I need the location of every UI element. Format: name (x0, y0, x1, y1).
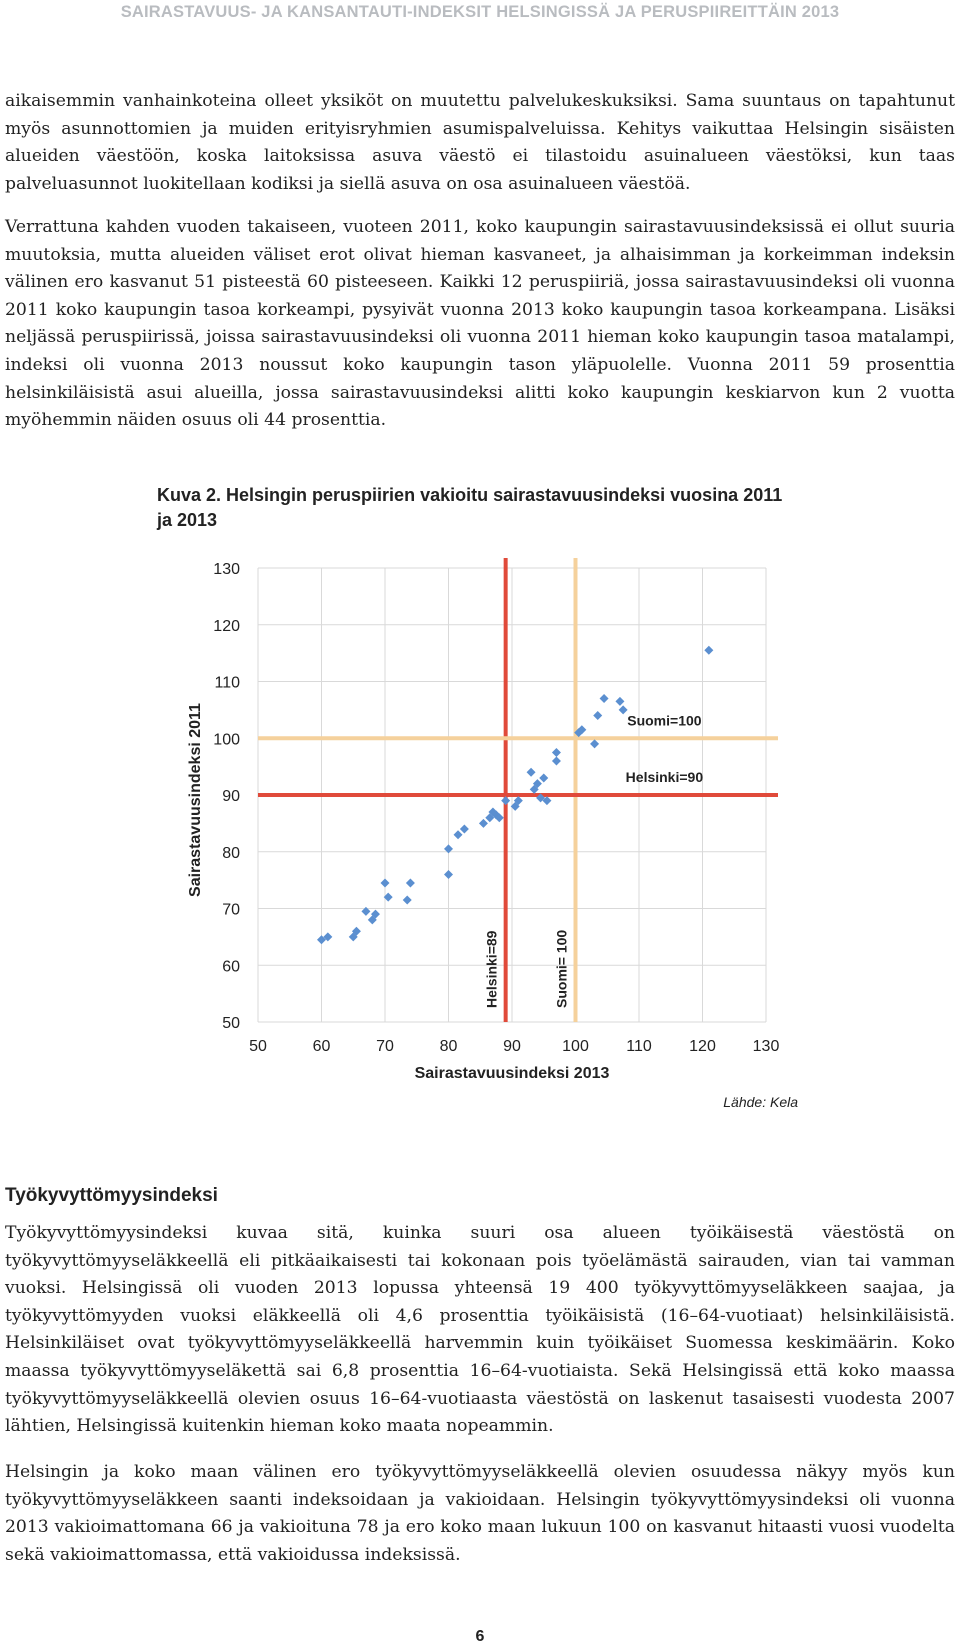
paragraph-1: aikaisemmin vanhainkoteina olleet yksiköt on muutettu palvelukeskuksiksi. Sama suuntaus on tapahtunut myös asunnottomien ja muiden erityisryhmien asumispalveluissa. Kehitys vaikuttaa Helsingin sisäisten alueiden väestöön, koska laitoksissa asuva väestö ei tilastoidu asuinalueen väestöksi, kun taas palveluasunnot luokitellaan kodiksi ja siellä asuva on osa asuinalueen väestöä. (5, 91, 955, 194)
paragraph-2: Verrattuna kahden vuoden takaiseen, vuoteen 2011, koko kaupungin sairastavuusindeksissä ei ollut suuria muutoksia, mutta alueiden väliset erot olivat hieman kasvaneet, ja alhaisimman ja korkeimman indeksin välinen ero kasvanut 51 pisteestä 60 pisteeseen. Kaikki 12 peruspiiriä, jossa sairastavuusindeksi oli vuonna 2011 koko kaupungin tasoa korkeampi, pysyivät vuonna 2013 koko kaupungin tasoa korkeampana. Lisäksi neljässä peruspiirissä, joissa sairastavuusindeksi oli vuonna 2011 hieman koko kaupungin tasoa matalampi, indeksi oli vuonna 2013 noussut koko kaupungin tason yläpuolelle. Vuonna 2011 59 prosenttia helsinkiläisistä asui alueilla, jossa sairastavuusindeksi alitti koko kaupungin keskiarvon kun 2 vuotta myöhemmin näiden osuus oli 44 prosenttia. (5, 217, 955, 431)
y-tick-label: 100 (213, 731, 240, 749)
x-tick-label: 70 (376, 1038, 394, 1055)
reference-label: Suomi=100 (627, 712, 702, 729)
reference-label: Helsinki=90 (625, 769, 704, 785)
data-point (403, 895, 412, 904)
y-axis-label: Sairastavuusindeksi 2011 (187, 703, 204, 897)
paragraph-3: Työkyvyttömyysindeksi kuvaa sitä, kuinka suuri osa alueen työikäisestä väestöstä on työkyvyttömyyseläkkeellä eli pitkäaikaisesti tai kokonaan pois työelämästä sairauden, vian tai vamman vuoksi. Helsingissä oli vuoden 2013 lopussa yhteensä 19 400 työkyvyttömyyseläkkeen saajaa, ja työkyvyttömyyden vuoksi eläkkeellä oli 4,6 prosenttia työikäisistä (16–64-vuotiaat) helsinkiläisistä. Helsinkiläiset ovat työkyvyttömyyseläkkeellä harvemmin kuin työikäiset Suomessa keskimäärin. Koko maassa työkyvyttömyyseläkettä sai 6,8 prosenttia 16–64-vuotiaista. Sekä Helsingissä että koko maassa työkyvyttömyyseläkkeellä olevien osuus 16–64-vuotiaasta väestöstä on laskenut tasaisesti vuodesta 2007 lähtien, Helsingissä kuitenkin hieman koko maata nopeammin. (5, 1223, 955, 1437)
paragraph-4: Helsingin ja koko maan välinen ero työkyvyttömyyseläkkeellä olevien osuudessa näkyy myös kun työkyvyttömyyseläkkeen saanti indeksoidaan ja vakioidaan. Helsingin työkyvyttömyysindeksi oli vuonna 2013 vakioimattomana 66 ja vakioituna 78 ja ero koko maan lukuun 100 on kasvanut hitaasti vuosi vuodelta sekä vakioimattomassa, että vakioidussa indeksissä. (5, 1462, 955, 1565)
data-point (501, 796, 510, 805)
page-number: 6 (475, 1628, 485, 1645)
data-point (552, 748, 561, 757)
running-header: SAIRASTAVUUS- JA KANSANTAUTI-INDEKSIT HELSINGISSÄ JA PERUSPIIREITTÄIN 2013 (120, 3, 840, 21)
figure-title: Kuva 2. Helsingin peruspiirien vakioitu sairastavuusindeksi vuosina 2011 ja 2013 (157, 485, 783, 530)
data-point (527, 768, 536, 777)
x-tick-label: 120 (689, 1038, 716, 1055)
x-tick-label: 80 (439, 1038, 458, 1055)
data-point (539, 773, 548, 782)
data-point (704, 646, 713, 655)
source-label: Lähde: Kela (723, 1094, 798, 1110)
y-tick-label: 90 (222, 788, 240, 805)
y-tick-label: 110 (214, 674, 240, 692)
x-tick-label: 60 (312, 1038, 331, 1055)
x-tick-label: 50 (249, 1038, 267, 1055)
data-point (381, 878, 390, 887)
data-point (600, 694, 609, 703)
reference-label: Helsinki=89 (483, 930, 500, 1008)
reference-label: Suomi= 100 (553, 929, 570, 1008)
data-point (454, 830, 463, 839)
data-point (444, 870, 453, 879)
data-point (593, 711, 602, 720)
y-tick-label: 60 (222, 958, 240, 976)
y-tick-label: 120 (213, 617, 240, 635)
y-tick-label: 70 (222, 901, 240, 919)
x-tick-label: 100 (562, 1038, 589, 1055)
data-point (406, 878, 415, 887)
y-tick-label: 50 (222, 1015, 240, 1032)
x-axis-label: Sairastavuusindeksi 2013 (414, 1065, 610, 1082)
data-point (615, 697, 624, 706)
y-tick-label: 130 (213, 561, 240, 578)
section-heading: Työkyvyttömyysindeksi (5, 1185, 218, 1206)
y-tick-label: 80 (222, 844, 240, 862)
data-point (460, 825, 469, 834)
data-point (479, 819, 488, 828)
x-tick-label: 130 (752, 1038, 780, 1055)
x-tick-label: 90 (503, 1038, 521, 1055)
x-tick-label: 110 (626, 1038, 652, 1055)
data-point (552, 756, 561, 765)
data-point (590, 739, 599, 748)
